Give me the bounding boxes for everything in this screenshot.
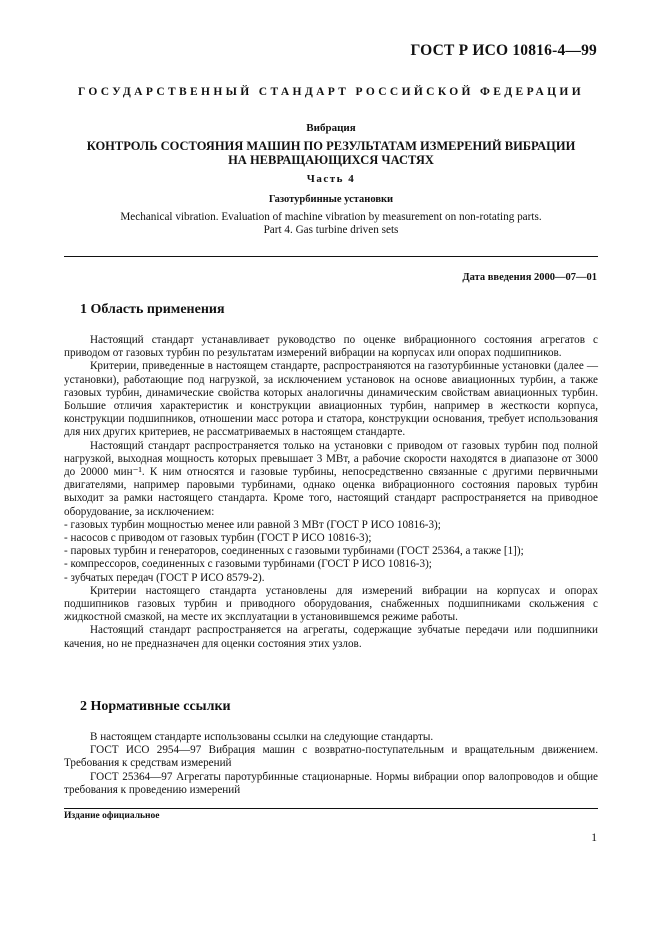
reference-item: ГОСТ ИСО 2954—97 Вибрация машин с возвратно-поступательным и вращательным движением. Требования к средствам измерений bbox=[64, 744, 598, 770]
document-code: ГОСТ Р ИСО 10816-4—99 bbox=[410, 42, 597, 59]
list-item: - газовых турбин мощностью менее или равной 3 МВт (ГОСТ Р ИСО 10816-3); bbox=[64, 518, 441, 531]
page-number: 1 bbox=[591, 832, 597, 844]
main-title bbox=[64, 139, 598, 167]
paragraph: Настоящий стандарт распространяется на агрегаты, содержащие зубчатые передачи или подшипники качения, но не предназначен для оценки состояния этих узлов. bbox=[64, 624, 598, 650]
english-title-line-2: Part 4. Gas turbine driven sets bbox=[263, 224, 399, 236]
paragraph: В настоящем стандарте использованы ссылки на следующие стандарты. bbox=[90, 731, 434, 743]
list-item: - компрессоров, соединенных с газовыми турбинами (ГОСТ Р ИСО 10816-3); bbox=[64, 558, 432, 571]
state-standard-title: ГОСУДАРСТВЕННЫЙ СТАНДАРТ РОССИЙСКОЙ ФЕДЕРАЦИИ bbox=[77, 86, 585, 98]
english-title-line-1: Mechanical vibration. Evaluation of machine vibration by measurement on non-rotating parts. bbox=[120, 211, 542, 223]
subtitle: Газотурбинные установки bbox=[268, 194, 394, 205]
subject-heading: Вибрация bbox=[306, 122, 356, 134]
footer-divider bbox=[64, 808, 598, 809]
list-item: - насосов с приводом от газовых турбин (ГОСТ Р ИСО 10816-3); bbox=[64, 532, 372, 545]
list-item: - паровых турбин и генераторов, соединенных с газовыми турбинами (ГОСТ 25364, а также [1]); bbox=[64, 545, 524, 558]
section-2-heading: 2 Нормативные ссылки bbox=[80, 699, 231, 714]
paragraph: Настоящий стандарт распространяется только на установки с приводом от газовых турбин под полной нагрузкой, выходная мощность которых превышает 3 МВт, а рабочие скорости находятся в диапазоне от 3000 до 20000 мин⁻¹. К ним относятся и газовые турбины, непосредственно связанные с другими первичными двигателями, например паровыми турбинами, однако оценка вибрационного состояния паровых турбин выходит за рамки настоящего стандарта. Кроме того, настоящий стандарт распространяется на приводное оборудование, за исключением: bbox=[64, 439, 598, 518]
section-1-body bbox=[64, 334, 598, 651]
edition-label: Издание официальное bbox=[64, 811, 160, 821]
paragraph: Настоящий стандарт устанавливает руководство по оценке вибрационного состояния агрегатов с приводом от газовых турбин по результатам измерений вибрации на корпусах или опорах подшипников. bbox=[64, 334, 598, 360]
paragraph: Критерии, приведенные в настоящем стандарте, распространяются на газотурбинные установки (далее — установки), работающие под нагрузкой, за исключением установок на основе авиационных турбин, а также газовых турбин, динамические свойства которых аналогичны динамическим свойствам авиационных турбин. Большие отличия характеристик и конструкции авиационных турбин, например в жесткости корпуса, конструкции подшипников, отношении масс ротора и статора, конструкции основания, требует использования для них других критериев, не рассматриваемых в настоящем стандарте. bbox=[64, 360, 598, 439]
title-divider bbox=[64, 256, 598, 257]
list-item: - зубчатых передач (ГОСТ Р ИСО 8579-2). bbox=[64, 571, 265, 584]
introduction-date: Дата введения 2000—07—01 bbox=[462, 272, 597, 283]
main-title-line-1: КОНТРОЛЬ СОСТОЯНИЯ МАШИН ПО РЕЗУЛЬТАТАМ ИЗМЕРЕНИЙ ВИБРАЦИИ bbox=[86, 139, 576, 153]
main-title-line-2: НА НЕВРАЩАЮЩИХСЯ ЧАСТЯХ bbox=[228, 153, 434, 167]
english-title bbox=[64, 211, 598, 237]
section-2-body bbox=[64, 731, 598, 797]
reference-item: ГОСТ 25364—97 Агрегаты паротурбинные стационарные. Нормы вибрации опор валопроводов и общие требования к проведению измерений bbox=[64, 770, 598, 796]
paragraph: Критерии настоящего стандарта установлены для измерений вибрации на корпусах и опорах подшипников газовых турбин и приводного оборудования, снабженных подшипниками скольжения с жидкостной смазкой, на месте их эксплуатации в установившемся режиме работы. bbox=[64, 584, 598, 624]
part-label: Часть 4 bbox=[306, 173, 356, 185]
section-1-heading: 1 Область применения bbox=[80, 302, 225, 317]
